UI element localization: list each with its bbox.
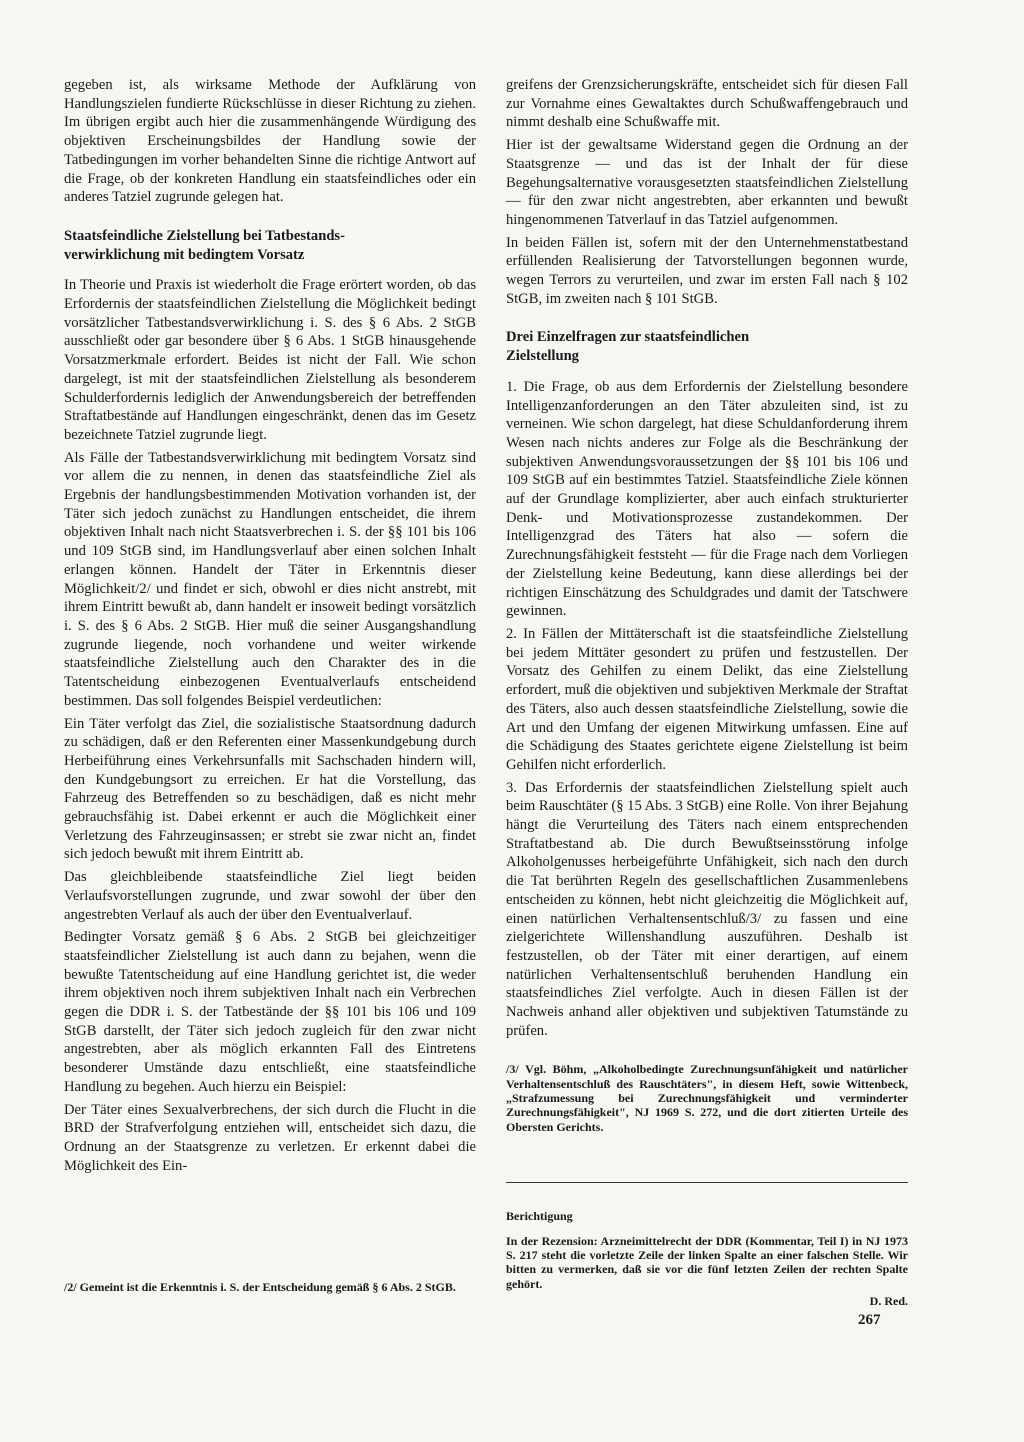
paragraph: 1. Die Frage, ob aus dem Erfordernis der Zielstellung besondere Intelligenzanforderungen an den Täter abzuleiten sind, ist zu verneinen. Wie schon dargelegt, hat diese Schuldanforderung ihrem Wesen nach nichts anderes zur Folge als die Beschränkung der subjektiven Anwendungsvoraussetzungen der §§ 101 bis 106 und 109 StGB auf ein bestimmtes Tatziel. Staatsfeindliche Ziele können auf der Grundlage komplizierter, aber auch einfach strukturierter Denk- und Motivationsprozesse zustandekommen. Der Intelligenzgrad des Täters hat also — sofern die Zurechnungsfähigkeit feststeht — für die Frage nach dem Vorliegen der Zielstellung keine Bedeutung, kann diese allerdings bei der richtigen Einschätzung des Schuldgrades und damit der Tatschwere gewinnen. — [506, 378, 908, 620]
correction-title: Berichtigung — [506, 1208, 573, 1223]
correction-signature: D. Red. — [869, 1293, 908, 1308]
heading-line: Staatsfeindliche Zielstellung bei Tatbestands- — [64, 227, 345, 244]
page-number: 267 — [858, 1312, 881, 1328]
paragraph: greifens der Grenzsicherungskräfte, entscheidet sich für diesen Fall zur Vornahme eines Gewaltaktes durch Schußwaffengebrauch und nimmt deshalb eine Schußwaffe mit. — [506, 77, 908, 131]
heading-line: Zielstellung — [506, 348, 579, 365]
paragraph: 2. In Fällen der Mittäterschaft ist die staatsfeindliche Zielstellung bei jedem Mittäter gesondert zu prüfen und festzustellen. Der Vorsatz des Gehilfen zu einem Delikt, das eine Zielstellung erfordert, muß die objektiven und subjektiven Merkmale der Straftat des Täters, also auch dessen staatsfeindliche Zielstellung, sowie die Art und den Umfang der eigenen Mitwirkung umfassen. Eine auf die Schädigung des Staates gerichtete eigene Zielstellung ist beim Gehilfen nicht erforderlich. — [506, 625, 908, 773]
paragraph: Als Fälle der Tatbestandsverwirklichung mit bedingtem Vorsatz sind vor allem die zu nennen, in denen das staatsfeindliche Ziel als Ergebnis der handlungsbestimmenden Motivation vorhanden ist, der Täter sich jedoch zunächst zu Handlungen entscheidet, die ihrem objektiven Inhalt nach nicht Staatsverbrechen i. S. der §§ 101 bis 106 und 109 StGB sind, im Handlungsverlauf aber einen solchen Inhalt erlangen können. Handelt der Täter in Erkenntnis dieser Möglichkeit/2/ und findet er sich, obwohl er dies nicht anstrebt, mit ihrem Eintritt bewußt ab, dann handelt er insoweit bedingt vorsätzlich i. S. des § 6 Abs. 2 StGB. Hier muß die seiner Ausgangshandlung zugrunde liegende, noch vorhandene und weiter wirkende staatsfeindliche Zielstellung auch den Charakter des in die Tatentscheidung einbezogenen Eventualverlaufs entscheidend bestimmen. Das soll folgendes Beispiel verdeutlichen: — [64, 449, 476, 709]
paragraph: Der Täter eines Sexualverbrechens, der sich durch die Flucht in die BRD der Strafverfolgung entziehen will, entscheidet sich dazu, die Ordnung an der Staatsgrenze zu verletzen. Er erkennt dabei die Möglichkeit des Ein- — [64, 1101, 476, 1174]
paragraph: 3. Das Erfordernis der staatsfeindlichen Zielstellung spielt auch beim Rauschtäter (§ 15 Abs. 3 StGB) eine Rolle. Von ihrer Bejahung hängt die Verurteilung des Täters nach einem entsprechenden Straftatbestand ab. Die durch Bewußtseinsstörung infolge Alkoholgenusses herbeigeführte Unfähigkeit, sich nach den durch die Tat berührten Regeln des gesellschaftlichen Zusammenlebens entscheiden zu können, hebt nicht gleichzeitig die Möglichkeit auf, einen natürlichen Verhaltensentschluß/3/ zu fassen und eine zielgerichtete Willenshandlung auszuführen. Deshalb ist festzustellen, ob der Täter mit einer derartigen, auf einem natürlichen Verhaltensentschluß beruhenden Handlung ein staatsfeindliches Ziel verfolgte. Auch in diesen Fällen ist der Nachweis anhand aller objektiven und subjektiven Tatumstände zu prüfen. — [506, 779, 908, 1039]
paragraph: Bedingter Vorsatz gemäß § 6 Abs. 2 StGB bei gleichzeitiger staatsfeindlicher Zielstellung ist auch dann zu bejahen, wenn die bewußte Tatentscheidung auf eine Handlung gerichtet ist, die weder ihrem objektiven noch ihrem subjektiven Inhalt nach ein Verbrechen gegen die DDR i. S. der Tatbestände der §§ 101 bis 106 und 109 StGB darstellt, der Täter sich jedoch zugleich für den zwar nicht angestrebten, aber als möglich erkannten Fall des Eintretens besonderer Umstände dazu entschließt, eine staatsfeindliche Handlung zu begehen. Auch hierzu ein Beispiel: — [64, 929, 476, 1095]
paragraph: gegeben ist, als wirksame Methode der Aufklärung von Handlungszielen fundierte Rückschlüsse in dieser Richtung zu ziehen. Im übrigen ergibt auch hier die zusammenhängende Würdigung des objektiven Erscheinungsbildes der Handlung sowie der Tatbedingungen im vorher behandelten Sinne die richtige Antwort auf die Frage, ob der konkreten Handlung ein staatsfeindliches oder ein anderes Tatziel zugrunde gelegen hat. — [64, 77, 476, 206]
paragraph: Ein Täter verfolgt das Ziel, die sozialistische Staatsordnung dadurch zu schädigen, daß er den Referenten einer Massenkundgebung durch Herbeiführung eines Verkehrsunfalls mit Sachschaden hindern will, den Kundgebungsort zu erreichen. Er hat die Vorstellung, das Fahrzeug des Betreffenden so zu beschädigen, daß es nicht mehr gebrauchsfähig ist. Dabei erkennt er auch die Möglichkeit einer Verletzung des Fahrzeuginsassen; er strebt sie zwar nicht an, findet sich jedoch bewußt mit ihrem Eintritt ab. — [64, 715, 476, 863]
footnote-2: /2/ Gemeint ist die Erkenntnis i. S. der Entscheidung gemäß § 6 Abs. 2 StGB. — [64, 1280, 456, 1294]
paragraph: In Theorie und Praxis ist wiederholt die Frage erörtert worden, ob das Erfordernis der staatsfeindlichen Zielstellung die Möglichkeit bedingt vorsätzlicher Tatbestandsverwirklichung i. S. des § 6 Abs. 2 StGB ausschließt oder gar besondere über § 6 Abs. 1 StGB hinausgehende Vorsatzmerkmale erfordert. Beides ist nicht der Fall. Wie schon dargelegt, ist mit der staatsfeindlichen Zielstellung als besonderem Schulderfordernis lediglich der Anwendungsbereich der betreffenden Straftatbestände auf Handlungen eingeschränkt, denen das im Gesetz bezeichnete Tatziel zugrunde liegt. — [64, 277, 476, 443]
paragraph: Das gleichbleibende staatsfeindliche Ziel liegt beiden Verlaufsvorstellungen zugrunde, und zwar sowohl der über den angestrebten Verlauf als auch der über den Eventualverlauf. — [64, 869, 476, 923]
heading-line: verwirklichung mit bedingtem Vorsatz — [64, 246, 305, 263]
heading-line: Drei Einzelfragen zur staatsfeindlichen — [506, 329, 750, 346]
left-column — [64, 76, 476, 1179]
correction-text: In der Rezension: Arzneimittelrecht der DDR (Kommentar, Teil I) in NJ 1973 S. 217 steht die vorletzte Zeile der linken Spalte an einer falschen Stelle. Wir bitten zu vermerken, daß sie vor die fünf letzten Zeilen der rechten Spalte gehört. — [506, 1233, 908, 1291]
footnote-3: /3/ Vgl. Böhm, „Alkoholbedingte Zurechnungsunfähigkeit und natürlicher Verhaltensentschluß des Rauschtäters", in diesem Heft, sowie Wittenbeck, „Strafzumessung bei Zurechnungsfähigkeit und verminderter Zurechnungsfähigkeit", NJ 1969 S. 272, und die dort zitierten Urteile des Obersten Gerichts. — [506, 1062, 908, 1134]
paragraph: In beiden Fällen ist, sofern mit der den Unternehmenstatbestand erfüllenden Realisierung der Tatvorstellungen begonnen wurde, wegen Terrors zu verurteilen, und zwar im ersten Fall nach § 102 StGB, im zweiten nach § 101 StGB. — [506, 234, 908, 307]
right-column — [506, 76, 908, 1311]
section-heading — [506, 328, 908, 365]
divider — [506, 1182, 908, 1183]
paragraph: Hier ist der gewaltsame Widerstand gegen die Ordnung an der Staatsgrenze — und das ist der Inhalt der für diese Begehungsalternative vorausgesetzten staatsfeindlichen Zielstellung — für den zwar nicht angestrebten, aber erkannten und bewußt hingenommenen Tatverlauf in das Tatziel aufgenommen. — [506, 137, 908, 228]
section-heading — [64, 227, 476, 264]
